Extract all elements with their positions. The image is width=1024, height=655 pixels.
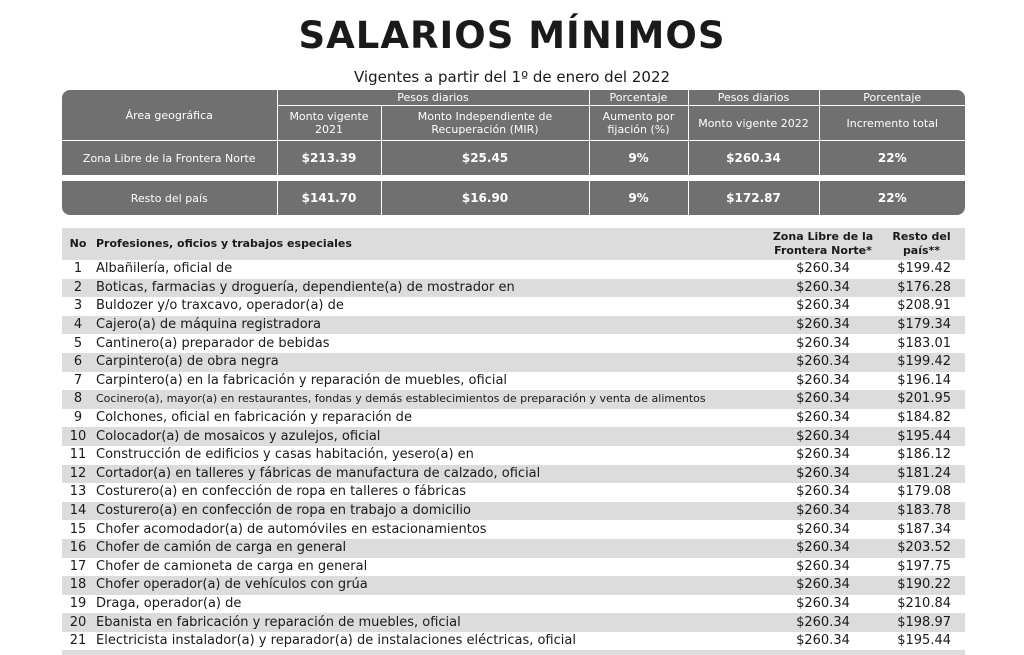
summary-cell-area: Zona Libre de la Frontera Norte bbox=[62, 141, 277, 176]
summary-cell-aumento: 9% bbox=[589, 141, 688, 176]
table-row bbox=[62, 446, 965, 465]
row-number: 3 bbox=[73, 298, 83, 314]
profession-name: Albañilería, oficial de bbox=[96, 261, 233, 277]
professions-header-row bbox=[62, 228, 965, 260]
summary-header-mir: Monto Independiente de Recuperación (MIR) bbox=[381, 106, 589, 141]
summary-cell-monto-2021: $141.70 bbox=[277, 181, 381, 216]
row-number: 5 bbox=[73, 335, 83, 351]
salary-zona-libre: $260.34 bbox=[796, 558, 850, 574]
professions-header-name: Profesiones, oficios y trabajos especiales bbox=[96, 237, 352, 250]
row-number: 19 bbox=[69, 595, 87, 611]
profession-name: Carpintero(a) en la fabricación y reparación de muebles, oficial bbox=[96, 372, 508, 388]
row-number: 12 bbox=[69, 465, 87, 481]
table-row bbox=[62, 372, 965, 391]
salary-zona-libre: $260.34 bbox=[796, 391, 850, 407]
row-number: 15 bbox=[69, 521, 87, 537]
page-title: SALARIOS MÍNIMOS bbox=[298, 14, 726, 57]
salary-resto-pais: $176.28 bbox=[897, 279, 951, 295]
summary-header-incremento: Incremento total bbox=[819, 106, 965, 141]
table-row-cutoff bbox=[62, 650, 965, 655]
summary-cell-monto-2022: $260.34 bbox=[688, 141, 819, 176]
professions-header-no: No bbox=[69, 237, 87, 250]
table-row bbox=[62, 465, 965, 484]
salary-resto-pais: $210.84 bbox=[897, 595, 951, 611]
profession-name: Chofer operador(a) de vehículos con grúa bbox=[96, 577, 368, 593]
profession-name: Draga, operador(a) de bbox=[96, 595, 242, 611]
profession-name: Boticas, farmacias y droguería, dependiente(a) de mostrador en bbox=[96, 279, 515, 295]
salary-zona-libre: $260.34 bbox=[796, 447, 850, 463]
salary-zona-libre: $260.34 bbox=[796, 279, 850, 295]
profession-name: Cocinero(a), mayor(a) en restaurantes, fondas y demás establecimientos de preparación y venta de alimentos bbox=[96, 392, 706, 406]
salary-resto-pais: $186.12 bbox=[897, 447, 951, 463]
summary-row-frontera bbox=[62, 141, 965, 176]
salary-zona-libre: $260.34 bbox=[796, 335, 850, 351]
row-number: 10 bbox=[69, 428, 87, 444]
summary-header-monto-2022: Monto vigente 2022 bbox=[688, 106, 819, 141]
salary-resto-pais: $184.82 bbox=[897, 410, 951, 426]
salary-zona-libre: $260.34 bbox=[796, 465, 850, 481]
salary-zona-libre: $260.34 bbox=[796, 372, 850, 388]
professions-body bbox=[62, 260, 965, 650]
salary-zona-libre: $260.34 bbox=[796, 261, 850, 277]
profession-name: Carpintero(a) de obra negra bbox=[96, 354, 279, 370]
table-row bbox=[62, 390, 965, 409]
table-row bbox=[62, 297, 965, 316]
salary-resto-pais: $195.44 bbox=[897, 428, 951, 444]
row-number: 8 bbox=[73, 391, 83, 407]
profession-name: Costurero(a) en confección de ropa en talleres o fábricas bbox=[96, 484, 467, 500]
row-number: 18 bbox=[69, 577, 87, 593]
salary-resto-pais: $181.24 bbox=[897, 465, 951, 481]
salary-resto-pais: $179.08 bbox=[897, 484, 951, 500]
summary-header-monto-2021: Monto vigente 2021 bbox=[277, 106, 381, 141]
row-number: 2 bbox=[73, 279, 83, 295]
summary-cell-incremento: 22% bbox=[819, 141, 965, 176]
table-row bbox=[62, 334, 965, 353]
row-number: 14 bbox=[69, 503, 87, 519]
salary-zona-libre: $260.34 bbox=[796, 577, 850, 593]
table-row bbox=[62, 483, 965, 502]
salary-resto-pais: $196.14 bbox=[897, 372, 951, 388]
salary-zona-libre: $260.34 bbox=[796, 503, 850, 519]
profession-name: Cortador(a) en talleres y fábricas de manufactura de calzado, oficial bbox=[96, 465, 541, 481]
salary-resto-pais: $179.34 bbox=[897, 317, 951, 333]
summary-cell-mir: $16.90 bbox=[381, 181, 589, 216]
summary-cell-mir: $25.45 bbox=[381, 141, 589, 176]
salary-zona-libre: $260.34 bbox=[796, 410, 850, 426]
summary-cell-monto-2022: $172.87 bbox=[688, 181, 819, 216]
salary-resto-pais: $183.78 bbox=[897, 503, 951, 519]
table-row bbox=[62, 427, 965, 446]
salary-zona-libre: $260.34 bbox=[796, 484, 850, 500]
summary-header-area: Área geográfica bbox=[62, 90, 277, 141]
profession-name: Colchones, oficial en fabricación y reparación de bbox=[96, 410, 412, 426]
profession-name: Buldozer y/o traxcavo, operador(a) de bbox=[96, 298, 344, 314]
row-number: 1 bbox=[73, 261, 83, 277]
profession-name: Electricista instalador(a) y reparador(a) de instalaciones eléctricas, oficial bbox=[96, 633, 576, 649]
summary-group-pesos-diarios-2022: Pesos diarios bbox=[688, 90, 819, 106]
row-number: 20 bbox=[69, 614, 87, 630]
profession-name: Cantinero(a) preparador de bebidas bbox=[96, 335, 330, 351]
table-row bbox=[62, 279, 965, 298]
profession-name: Chofer de camión de carga en general bbox=[96, 540, 347, 556]
table-row bbox=[62, 595, 965, 614]
summary-cell-aumento: 9% bbox=[589, 181, 688, 216]
summary-cell-incremento: 22% bbox=[819, 181, 965, 216]
salary-zona-libre: $260.34 bbox=[796, 317, 850, 333]
salary-resto-pais: $195.44 bbox=[897, 633, 951, 649]
table-row bbox=[62, 409, 965, 428]
salary-zona-libre: $260.34 bbox=[796, 298, 850, 314]
summary-cell-area: Resto del país bbox=[62, 181, 277, 216]
salary-zona-libre: $260.34 bbox=[796, 633, 850, 649]
table-row bbox=[62, 502, 965, 521]
row-number: 17 bbox=[69, 558, 87, 574]
professions-header-resto: Resto del país** bbox=[892, 230, 951, 257]
profession-name: Ebanista en fabricación y reparación de muebles, oficial bbox=[96, 614, 461, 630]
profession-name: Colocador(a) de mosaicos y azulejos, oficial bbox=[96, 428, 381, 444]
profession-name: Cajero(a) de máquina registradora bbox=[96, 317, 321, 333]
salary-zona-libre: $260.34 bbox=[796, 354, 850, 370]
salary-resto-pais: $190.22 bbox=[897, 577, 951, 593]
salary-zona-libre: $260.34 bbox=[796, 595, 850, 611]
table-row bbox=[62, 520, 965, 539]
summary-group-pesos-diarios: Pesos diarios bbox=[277, 90, 589, 106]
table-row bbox=[62, 576, 965, 595]
row-number: 9 bbox=[73, 410, 83, 426]
salary-zona-libre: $260.34 bbox=[796, 428, 850, 444]
summary-group-header-row bbox=[62, 90, 965, 106]
summary-cell-monto-2021: $213.39 bbox=[277, 141, 381, 176]
summary-header-aumento: Aumento por fijación (%) bbox=[589, 106, 688, 141]
row-number: 16 bbox=[69, 540, 87, 556]
row-number: 4 bbox=[73, 317, 83, 333]
salary-resto-pais: $187.34 bbox=[897, 521, 951, 537]
salary-resto-pais: $183.01 bbox=[897, 335, 951, 351]
profession-name: Chofer de camioneta de carga en general bbox=[96, 558, 368, 574]
row-number: 7 bbox=[73, 372, 83, 388]
professions-header-zona: Zona Libre de la Frontera Norte* bbox=[772, 230, 874, 257]
row-number: 6 bbox=[73, 354, 83, 370]
table-row bbox=[62, 632, 965, 651]
summary-group-porcentaje: Porcentaje bbox=[589, 90, 688, 106]
professions-table bbox=[62, 228, 965, 650]
table-row bbox=[62, 558, 965, 577]
table-row bbox=[62, 260, 965, 279]
profession-name: Costurero(a) en confección de ropa en trabajo a domicilio bbox=[96, 503, 471, 519]
summary-table bbox=[62, 90, 965, 215]
profession-name: Construcción de edificios y casas habitación, yesero(a) en bbox=[96, 447, 474, 463]
salary-resto-pais: $208.91 bbox=[897, 298, 951, 314]
summary-group-porcentaje-total: Porcentaje bbox=[819, 90, 965, 106]
table-row bbox=[62, 613, 965, 632]
profession-name: Chofer acomodador(a) de automóviles en estacionamientos bbox=[96, 521, 487, 537]
row-number: 11 bbox=[69, 447, 87, 463]
row-number: 13 bbox=[69, 484, 87, 500]
salary-zona-libre: $260.34 bbox=[796, 521, 850, 537]
salary-resto-pais: $197.75 bbox=[897, 558, 951, 574]
page-subtitle: Vigentes a partir del 1º de enero del 2022 bbox=[353, 68, 671, 86]
salary-resto-pais: $201.95 bbox=[897, 391, 951, 407]
salary-resto-pais: $203.52 bbox=[897, 540, 951, 556]
summary-row-resto bbox=[62, 181, 965, 216]
salary-zona-libre: $260.34 bbox=[796, 614, 850, 630]
table-row bbox=[62, 539, 965, 558]
salary-resto-pais: $199.42 bbox=[897, 354, 951, 370]
salary-zona-libre: $260.34 bbox=[796, 540, 850, 556]
salary-resto-pais: $199.42 bbox=[897, 261, 951, 277]
row-number: 21 bbox=[69, 633, 87, 649]
table-row bbox=[62, 353, 965, 372]
salary-resto-pais: $198.97 bbox=[897, 614, 951, 630]
table-row bbox=[62, 316, 965, 335]
